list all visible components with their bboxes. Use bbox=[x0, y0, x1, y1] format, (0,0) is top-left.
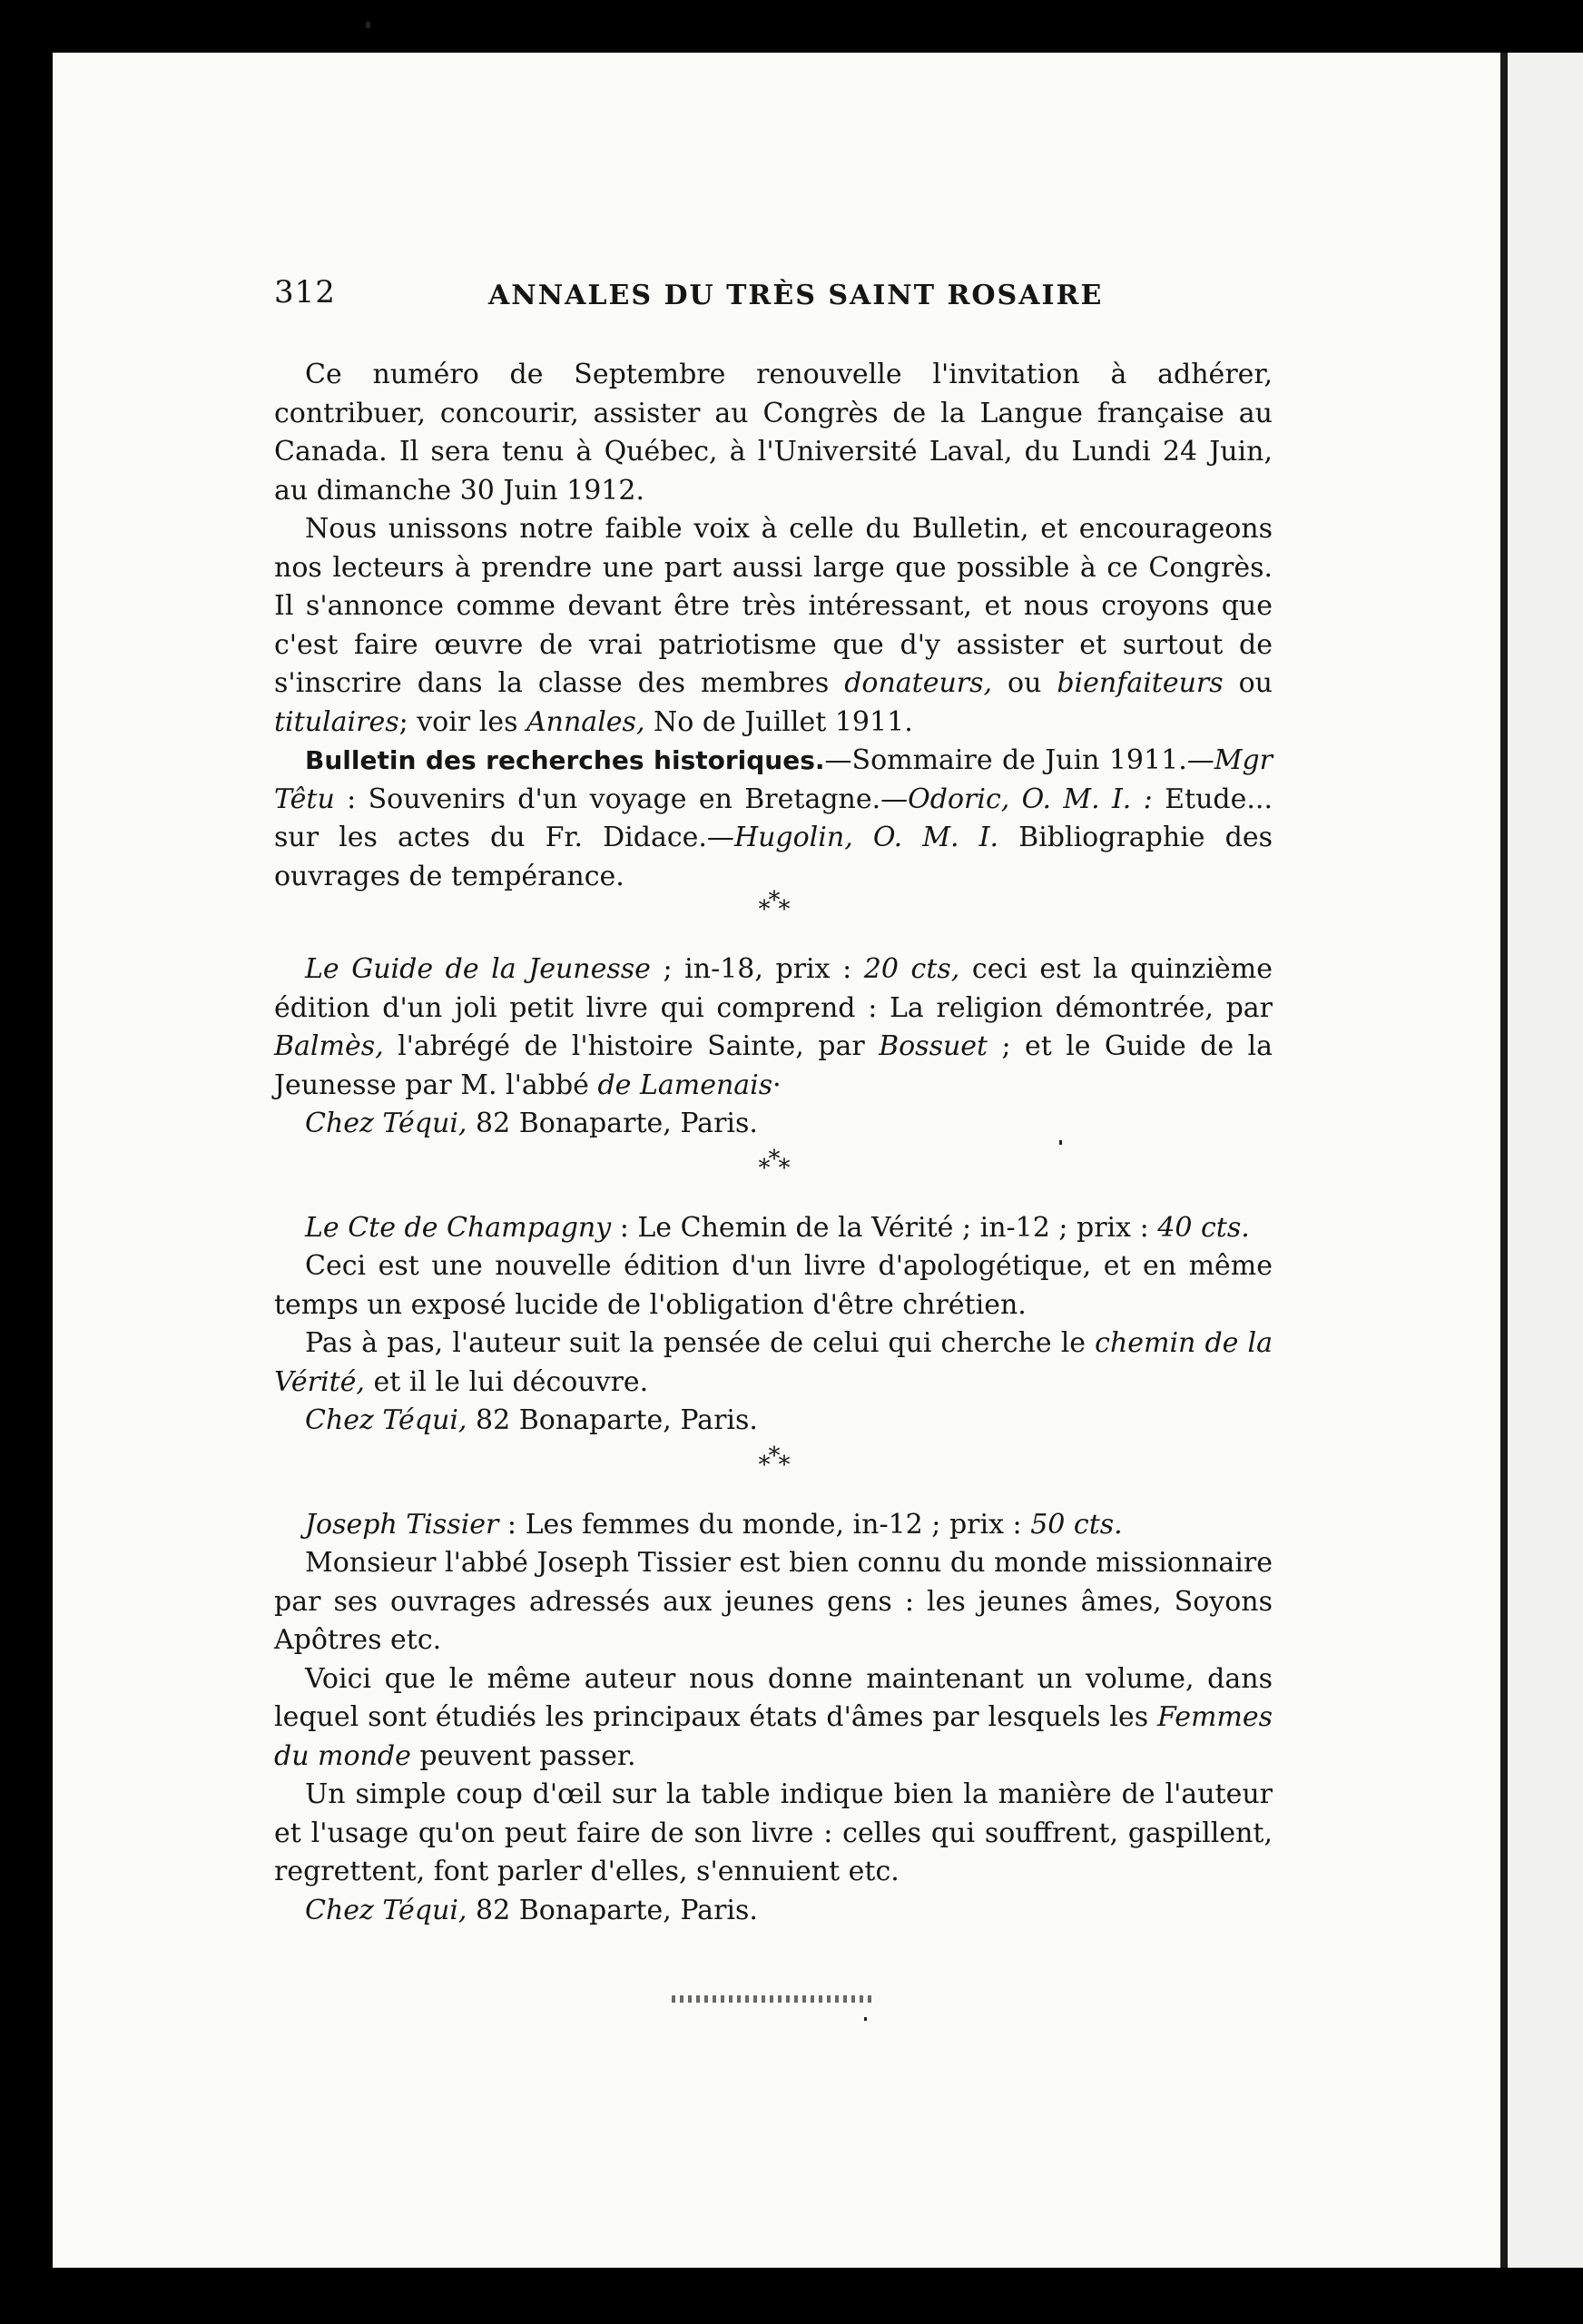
text-run: No de Juillet 1911. bbox=[644, 705, 913, 738]
text-run: · bbox=[772, 1068, 782, 1101]
star-glyph: * bbox=[768, 887, 779, 914]
italic-term: Odoric, O. M. I. : bbox=[908, 783, 1153, 815]
running-header bbox=[274, 274, 1273, 320]
review-3-paragraph-3: Un simple coup d'œil sur la table indique bien la manière de l'auteur et l'usage qu'on peut faire de son livre : celles qui souffrent, gaspillent, regrettent, font parler d'elles, s'ennuient etc. bbox=[274, 1778, 1273, 1887]
publisher-name: Chez Téqui, bbox=[305, 1108, 467, 1139]
author-name: Joseph Tissier bbox=[305, 1508, 499, 1541]
asterism-divider bbox=[274, 887, 1273, 938]
scan-speck bbox=[864, 2017, 867, 2021]
review-1-publisher bbox=[274, 1105, 1273, 1144]
text-run: l'abrégé de l'histoire Sainte, par bbox=[383, 1030, 880, 1062]
review-1-entry bbox=[274, 950, 1273, 1105]
italic-term: de Lamenais bbox=[597, 1068, 773, 1101]
text-run: Etude... sur les actes du Fr. Didace.— bbox=[274, 783, 1273, 853]
text-run: ; et le Guide de la Jeunesse par M. l'abbé bbox=[274, 1030, 1273, 1101]
italic-term: donateurs, bbox=[844, 667, 993, 699]
intro-paragraph-2 bbox=[274, 510, 1273, 742]
text-run: Voici que le même auteur nous donne maintenant un volume, dans lequel sont étudiés les principaux états d'âmes par lesquels les bbox=[274, 1662, 1273, 1733]
star-glyph: * bbox=[758, 896, 769, 923]
text-run: peuvent passer. bbox=[410, 1739, 636, 1772]
price: 40 cts. bbox=[1157, 1211, 1250, 1244]
page-gutter bbox=[1500, 53, 1508, 2268]
text-run: ; in-18, prix : bbox=[650, 953, 864, 985]
italic-term: chemin de la Vérité, bbox=[274, 1327, 1273, 1398]
price: 50 cts. bbox=[1030, 1508, 1123, 1541]
text-run: Pas à pas, l'auteur suit la pensée de celui qui cherche le bbox=[305, 1327, 1096, 1359]
book-title: Le Guide de la Jeunesse bbox=[305, 953, 651, 985]
page-number: 312 bbox=[274, 274, 336, 310]
star-glyph: * bbox=[768, 1145, 779, 1173]
text-run: : Souvenirs d'un voyage en Bretagne.— bbox=[334, 783, 909, 815]
text-run: : Les femmes du monde, in-12 ; prix : bbox=[498, 1508, 1031, 1541]
bulletin-paragraph bbox=[274, 742, 1273, 896]
text-run: Bibliographie des ouvrages de tempérance. bbox=[274, 822, 1273, 892]
review-3-paragraph-2 bbox=[274, 1660, 1273, 1777]
review-2-paragraph-2 bbox=[274, 1324, 1273, 1402]
review-3-entry bbox=[274, 1506, 1273, 1545]
italic-term: titulaires bbox=[274, 705, 399, 738]
author-name: Le Cte de Champagny bbox=[305, 1211, 612, 1244]
asterism-divider bbox=[274, 1145, 1273, 1196]
publisher-address: 82 Bonaparte, Paris. bbox=[467, 1894, 758, 1926]
review-3-paragraph-1: Monsieur l'abbé Joseph Tissier est bien connu du monde missionnaire par ses ouvrages adressés aux jeunes gens : les jeunes âmes, Soyons Apôtres etc. bbox=[274, 1547, 1273, 1656]
bulletin-title: Bulletin des recherches historiques. bbox=[305, 745, 825, 775]
end-ornament bbox=[672, 1995, 876, 2003]
scan-speck bbox=[1059, 1140, 1062, 1145]
text-run: : Le Chemin de la Vérité ; in-12 ; prix : bbox=[611, 1211, 1158, 1244]
italic-term: Mgr Têtu bbox=[274, 744, 1273, 815]
publisher-name: Chez Téqui, bbox=[305, 1894, 467, 1926]
star-glyph: * bbox=[778, 1154, 789, 1182]
text-run: et il le lui découvre. bbox=[364, 1365, 649, 1398]
text-run: ou bbox=[992, 667, 1057, 699]
star-glyph: * bbox=[758, 1154, 769, 1182]
publisher-address: 82 Bonaparte, Paris. bbox=[467, 1404, 758, 1436]
intro-paragraph-1: Ce numéro de Septembre renouvelle l'invitation à adhérer, contribuer, concourir, assister au Congrès de la Langue française au Canada. Il sera tenu à Québec, à l'Université Laval, du Lundi 24 Juin, au dimanche 30 Juin 1912. bbox=[274, 359, 1273, 507]
italic-term: bienfaiteurs bbox=[1057, 667, 1224, 699]
review-2-paragraph-1: Ceci est une nouvelle édition d'un livre d'apologétique, et en même temps un exposé lucide de l'obligation d'être chrétien. bbox=[274, 1250, 1273, 1321]
publisher-name: Chez Téqui, bbox=[305, 1404, 467, 1436]
page-body bbox=[274, 356, 1273, 1930]
italic-term: Bossuet bbox=[879, 1030, 988, 1062]
asterism-divider bbox=[274, 1442, 1273, 1493]
star-glyph: * bbox=[778, 896, 789, 923]
star-glyph: * bbox=[778, 1451, 789, 1479]
italic-term: Annales, bbox=[526, 705, 645, 738]
text-run: Nous unissons notre faible voix à celle du Bulletin, et encourageons nos lecteurs à prendre une part aussi large que possible à ce Congrès. Il s'annonce comme devant être très intéressant, et nous croyons que c'est faire œuvre de vrai patriotisme que d'y assister et surtout de s'inscrire dans la classe des membres bbox=[274, 513, 1273, 699]
publisher-address: 82 Bonaparte, Paris. bbox=[467, 1108, 758, 1139]
text-run: —Sommaire de Juin 1911.— bbox=[824, 744, 1214, 776]
text-run: ceci est la quinzième édition d'un joli petit livre qui comprend : La religion démontrée, par bbox=[274, 953, 1273, 1024]
star-glyph: * bbox=[768, 1442, 779, 1470]
text-run: ; voir les bbox=[398, 705, 526, 738]
price: 20 cts, bbox=[863, 953, 960, 985]
review-2-publisher bbox=[274, 1402, 1273, 1441]
review-3-publisher bbox=[274, 1892, 1273, 1931]
facing-page-edge bbox=[1508, 53, 1583, 2268]
italic-term: Balmès, bbox=[274, 1030, 384, 1062]
italic-term: Hugolin, O. M. I. bbox=[733, 822, 999, 853]
review-2-entry bbox=[274, 1209, 1273, 1248]
star-glyph: * bbox=[758, 1451, 769, 1479]
text-run: ou bbox=[1223, 667, 1273, 699]
running-title: ANNALES DU TRÈS SAINT ROSAIRE bbox=[488, 280, 1104, 311]
scan-speck bbox=[366, 22, 370, 28]
italic-term: Femmes du monde bbox=[274, 1701, 1273, 1772]
